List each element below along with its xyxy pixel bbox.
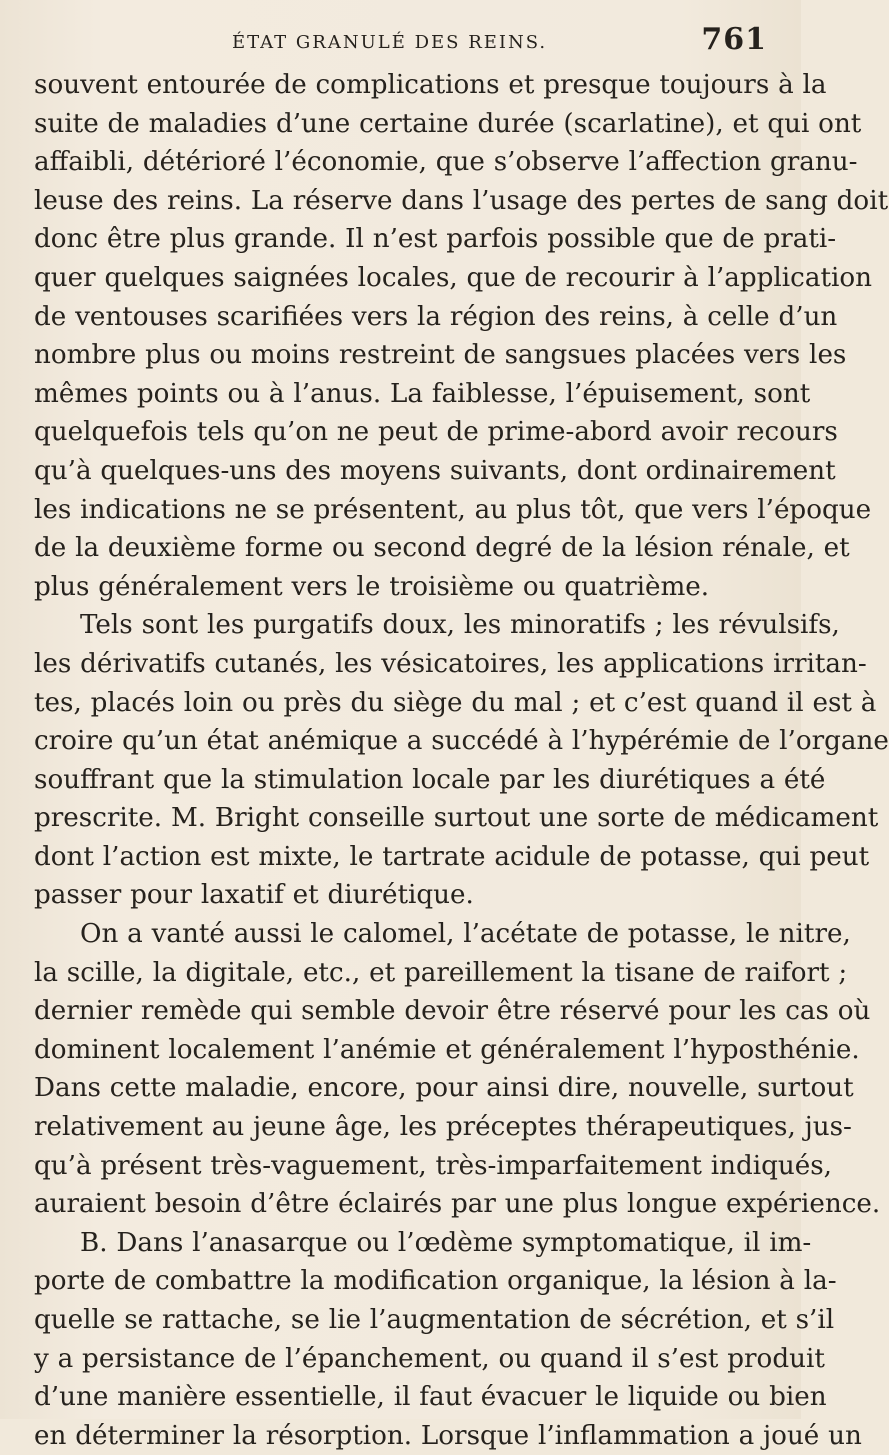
text-line: tes, placés loin ou près du siège du mal ; et c’est quand il est à xyxy=(34,687,877,718)
paragraph-start-line: B. Dans l’anasarque ou l’œdème symptomatique, il im- xyxy=(80,1227,812,1258)
paragraph-start-line: Tels sont les purgatifs doux, les minoratifs ; les révulsifs, xyxy=(80,610,840,641)
text-line: auraient besoin d’être éclairés par une plus longue expérience. xyxy=(34,1189,881,1220)
text-line: les indications ne se présentent, au plus tôt, que vers l’époque xyxy=(34,494,872,525)
text-line: prescrite. M. Bright conseille surtout une sorte de médicament xyxy=(34,803,879,834)
text-line: nombre plus ou moins restreint de sangsues placées vers les xyxy=(34,340,847,371)
text-line: qu’à quelques-uns des moyens suivants, dont ordinairement xyxy=(34,455,836,486)
running-head-title: ÉTAT GRANULÉ DES REINS. xyxy=(232,32,548,53)
body-text xyxy=(34,66,889,1455)
text-line: les dérivatifs cutanés, les vésicatoires, les applications irritan- xyxy=(34,648,867,679)
text-line: dernier remède qui semble devoir être réservé pour les cas où xyxy=(34,996,871,1027)
text-line: quelle se rattache, se lie l’augmentation de sécrétion, et s’il xyxy=(34,1305,835,1335)
text-line: dominent localement l’anémie et généralement l’hyposthénie. xyxy=(34,1034,860,1065)
text-line: y a persistance de l’épanchement, ou quand il s’est produit xyxy=(34,1343,825,1374)
text-line: d’une manière essentielle, il faut évacuer le liquide ou bien xyxy=(34,1382,827,1413)
text-line: dont l’action est mixte, le tartrate acidule de potasse, qui peut xyxy=(34,841,870,872)
text-line: porte de combattre la modification organique, la lésion à la- xyxy=(34,1266,837,1297)
paragraph-end-line: passer pour laxatif et diurétique. xyxy=(34,880,474,911)
text-line: de la deuxième forme ou second degré de la lésion rénale, et xyxy=(34,533,850,564)
text-line: quelquefois tels qu’on ne peut de prime-abord avoir recours xyxy=(34,417,838,448)
paragraph-start-line: On a vanté aussi le calomel, l’acétate de potasse, le nitre, xyxy=(80,919,851,950)
text-line: souvent entourée de complications et presque toujours à la xyxy=(34,70,827,100)
text-line: qu’à présent très-vaguement, très-imparfaitement indiqués, xyxy=(34,1150,832,1181)
text-line: leuse des reins. La réserve dans l’usage des pertes de sang doit xyxy=(34,185,889,216)
text-line: relativement au jeune âge, les préceptes thérapeutiques, jus- xyxy=(34,1112,852,1143)
text-line: Dans cette maladie, encore, pour ainsi dire, nouvelle, surtout xyxy=(34,1073,854,1104)
text-line: mêmes points ou à l’anus. La faiblesse, l’épuisement, sont xyxy=(34,378,811,409)
text-line: croire qu’un état anémique a succédé à l’hypérémie de l’organe xyxy=(34,726,889,757)
text-line: suite de maladies d’une certaine durée (scarlatine), et qui ont xyxy=(34,108,862,139)
text-line: la scille, la digitale, etc., et pareillement la tisane de raifort ; xyxy=(34,957,848,988)
text-line: de ventouses scarifiées vers la région des reins, à celle d’un xyxy=(34,301,838,332)
text-line: donc être plus grande. Il n’est parfois possible que de prati- xyxy=(34,224,837,255)
text-line: en déterminer la résorption. Lorsque l’inflammation a joué un xyxy=(34,1420,862,1451)
text-line: quer quelques saignées locales, que de recourir à l’application xyxy=(34,262,872,293)
text-line: affaibli, détérioré l’économie, que s’observe l’affection granu- xyxy=(34,147,858,178)
running-head xyxy=(34,22,771,68)
paragraph-end-line: plus généralement vers le troisième ou quatrième. xyxy=(34,571,710,602)
text-line: souffrant que la stimulation locale par les diurétiques a été xyxy=(34,764,826,795)
page-number: 761 xyxy=(701,22,767,57)
